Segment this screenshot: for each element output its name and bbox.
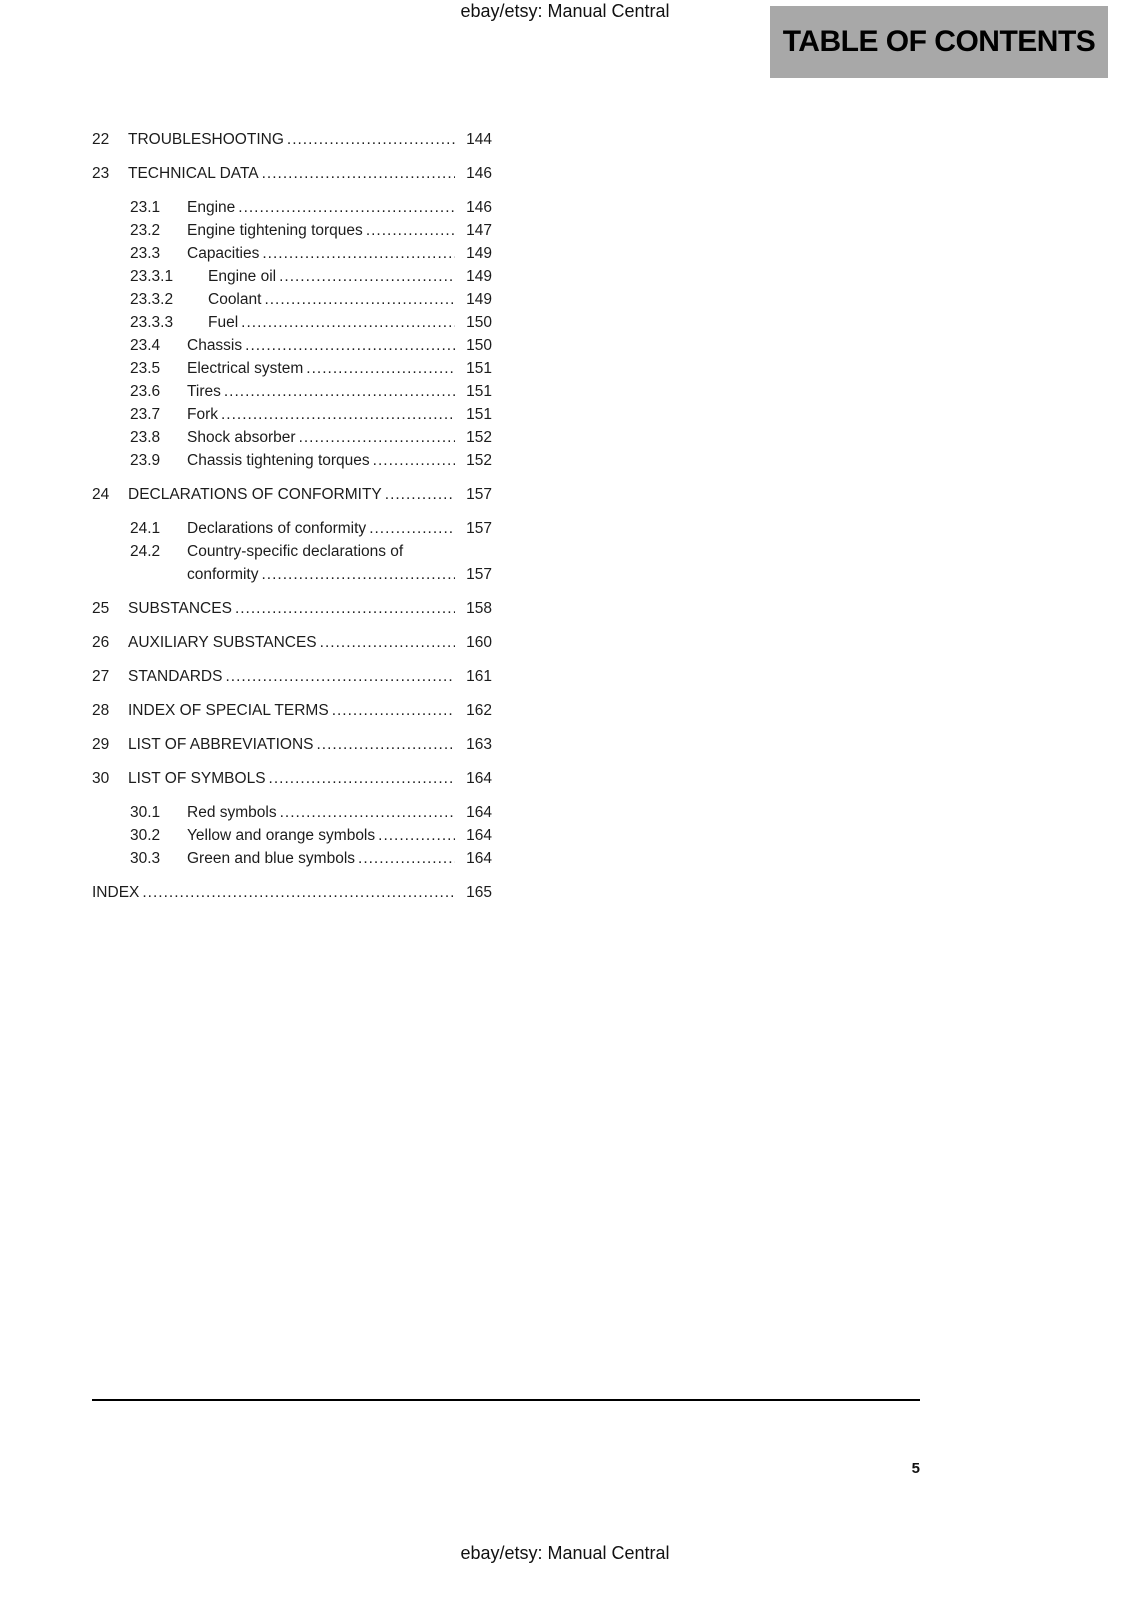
toc-entry-number: 23.3 bbox=[130, 245, 161, 262]
toc-entry bbox=[92, 824, 492, 847]
toc-entry-number: 30.3 bbox=[130, 850, 161, 867]
toc-entry-number: 23.5 bbox=[130, 360, 161, 377]
toc-entry-number: 29 bbox=[92, 736, 110, 753]
toc-entry-number: 23.6 bbox=[130, 383, 161, 400]
toc-entry-number: 23.3.3 bbox=[130, 314, 174, 331]
toc-entry-title: TROUBLESHOOTING bbox=[128, 131, 284, 148]
toc-dot-leader bbox=[358, 847, 455, 870]
toc-dot-leader bbox=[320, 631, 455, 654]
toc-entry-number: 30.2 bbox=[130, 827, 161, 844]
toc-entry-number: 23.7 bbox=[130, 406, 161, 423]
toc-dot-leader bbox=[269, 767, 455, 790]
toc-entry-page: 162 bbox=[466, 702, 492, 719]
toc-entry-page: 157 bbox=[466, 486, 492, 503]
toc-entry-page: 146 bbox=[466, 165, 492, 182]
toc-entry bbox=[92, 540, 492, 563]
toc-entry-page: 157 bbox=[466, 520, 492, 537]
toc-entry-title: Fuel bbox=[208, 314, 239, 331]
toc-entry-title: Fork bbox=[187, 406, 218, 423]
toc-entry-number: 24.1 bbox=[130, 520, 161, 537]
toc-entry bbox=[92, 219, 492, 242]
toc-entry-title: Engine bbox=[187, 199, 236, 216]
toc-entry-title: Coolant bbox=[208, 291, 262, 308]
toc-entry-page: 149 bbox=[466, 245, 492, 262]
toc-entry bbox=[92, 631, 492, 654]
toc-dot-leader bbox=[262, 162, 455, 185]
toc-entry bbox=[92, 847, 492, 870]
toc-entry-title: SUBSTANCES bbox=[128, 600, 232, 617]
toc-dot-leader bbox=[366, 219, 455, 242]
toc-dot-leader bbox=[262, 563, 456, 586]
toc-entry-title: Electrical system bbox=[187, 360, 304, 377]
toc-entry bbox=[92, 162, 492, 185]
footer-divider bbox=[92, 1399, 920, 1401]
toc-entry-page: 164 bbox=[466, 804, 492, 821]
toc-dot-leader bbox=[235, 597, 455, 620]
toc-dot-leader bbox=[245, 334, 455, 357]
toc-entry-number: 24 bbox=[92, 486, 110, 503]
toc-entry-page: 151 bbox=[466, 383, 492, 400]
toc-dot-leader bbox=[241, 311, 455, 334]
toc-entry-title: Country-specific declarations of bbox=[187, 543, 404, 560]
toc-entry-page: 163 bbox=[466, 736, 492, 753]
toc-entry-number: 22 bbox=[92, 131, 110, 148]
toc-entry-number: 23.8 bbox=[130, 429, 161, 446]
toc-dot-leader bbox=[142, 881, 455, 904]
toc-entry-page: 149 bbox=[466, 268, 492, 285]
toc-entry bbox=[92, 665, 492, 688]
toc-entry-number: 30.1 bbox=[130, 804, 161, 821]
toc-entry-title: conformity bbox=[187, 566, 259, 583]
toc-entry-page: 150 bbox=[466, 314, 492, 331]
toc-entry-continuation bbox=[92, 563, 492, 586]
toc-entry-title: Yellow and orange symbols bbox=[187, 827, 376, 844]
toc-entry-number: 26 bbox=[92, 634, 110, 651]
toc-entry-page: 165 bbox=[466, 884, 492, 901]
toc-entry-title: TECHNICAL DATA bbox=[128, 165, 259, 182]
toc-dot-leader bbox=[316, 733, 455, 756]
table-of-contents bbox=[92, 128, 492, 904]
toc-entry-number: 23 bbox=[92, 165, 110, 182]
toc-entry bbox=[92, 597, 492, 620]
toc-entry-title: Chassis bbox=[187, 337, 243, 354]
toc-entry-title: DECLARATIONS OF CONFORMITY bbox=[128, 486, 382, 503]
toc-entry bbox=[92, 288, 492, 311]
toc-entry-page: 152 bbox=[466, 429, 492, 446]
toc-entry-page: 147 bbox=[466, 222, 492, 239]
toc-entry-page: 146 bbox=[466, 199, 492, 216]
toc-dot-leader bbox=[221, 403, 455, 426]
page-footer-title: ebay/etsy: Manual Central bbox=[460, 1543, 670, 1563]
toc-entry-title: Tires bbox=[187, 383, 221, 400]
toc-entry bbox=[92, 403, 492, 426]
toc-dot-leader bbox=[306, 357, 455, 380]
toc-entry bbox=[92, 449, 492, 472]
toc-entry bbox=[92, 311, 492, 334]
toc-entry-page: 150 bbox=[466, 337, 492, 354]
toc-entry-page: 152 bbox=[466, 452, 492, 469]
page-number: 5 bbox=[911, 1460, 920, 1477]
toc-entry bbox=[92, 483, 492, 506]
toc-entry-page: 161 bbox=[466, 668, 492, 685]
toc-entry-title: LIST OF SYMBOLS bbox=[128, 770, 266, 787]
toc-entry-title: Engine tightening torques bbox=[187, 222, 363, 239]
toc-dot-leader bbox=[280, 801, 455, 824]
toc-entry-number: 30 bbox=[92, 770, 110, 787]
toc-entry-title: LIST OF ABBREVIATIONS bbox=[128, 736, 314, 753]
toc-entry-page: 149 bbox=[466, 291, 492, 308]
toc-entry bbox=[92, 517, 492, 540]
toc-entry-number: 23.3.2 bbox=[130, 291, 174, 308]
toc-dot-leader bbox=[369, 517, 455, 540]
toc-entry-number: 28 bbox=[92, 702, 110, 719]
toc-entry-number: 23.3.1 bbox=[130, 268, 174, 285]
toc-entry bbox=[92, 196, 492, 219]
toc-entry-number: 24.2 bbox=[130, 543, 161, 560]
toc-dot-leader bbox=[373, 449, 455, 472]
toc-entry bbox=[92, 334, 492, 357]
toc-entry bbox=[92, 242, 492, 265]
toc-entry bbox=[92, 733, 492, 756]
toc-dot-leader bbox=[238, 196, 455, 219]
toc-entry-title: Declarations of conformity bbox=[187, 520, 367, 537]
toc-entry-page: 164 bbox=[466, 827, 492, 844]
toc-dot-leader bbox=[279, 265, 455, 288]
toc-dot-leader bbox=[332, 699, 455, 722]
toc-entry-title: STANDARDS bbox=[128, 668, 223, 685]
toc-entry-number: 23.9 bbox=[130, 452, 161, 469]
toc-dot-leader bbox=[225, 665, 455, 688]
toc-entry-page: 160 bbox=[466, 634, 492, 651]
toc-entry bbox=[92, 801, 492, 824]
toc-dot-leader bbox=[385, 483, 455, 506]
toc-entry-title: Engine oil bbox=[208, 268, 277, 285]
toc-entry-number: 25 bbox=[92, 600, 110, 617]
table-of-contents-banner: TABLE OF CONTENTS bbox=[770, 6, 1108, 78]
toc-entry bbox=[92, 128, 492, 151]
toc-entry-number: 27 bbox=[92, 668, 110, 685]
toc-dot-leader bbox=[287, 128, 455, 151]
toc-entry-title: Chassis tightening torques bbox=[187, 452, 370, 469]
toc-entry-page: 151 bbox=[466, 406, 492, 423]
toc-entry-title: Red symbols bbox=[187, 804, 277, 821]
toc-entry-title: Shock absorber bbox=[187, 429, 296, 446]
toc-entry-page: 144 bbox=[466, 131, 492, 148]
toc-entry-page: 151 bbox=[466, 360, 492, 377]
toc-dot-leader bbox=[378, 824, 455, 847]
toc-entry bbox=[92, 265, 492, 288]
toc-entry-page: 158 bbox=[466, 600, 492, 617]
toc-entry bbox=[92, 357, 492, 380]
toc-entry bbox=[92, 699, 492, 722]
toc-entry bbox=[92, 767, 492, 790]
toc-entry bbox=[92, 380, 492, 403]
toc-entry-number: 23.2 bbox=[130, 222, 161, 239]
toc-entry-page: 164 bbox=[466, 770, 492, 787]
toc-entry-title: Green and blue symbols bbox=[187, 850, 356, 867]
toc-entry-page: 157 bbox=[466, 566, 492, 583]
toc-dot-leader bbox=[299, 426, 455, 449]
toc-entry-number: 23.1 bbox=[130, 199, 161, 216]
toc-dot-leader bbox=[224, 380, 455, 403]
toc-entry-title: INDEX OF SPECIAL TERMS bbox=[128, 702, 329, 719]
toc-entry bbox=[92, 881, 492, 904]
page-header-title: ebay/etsy: Manual Central bbox=[460, 1, 670, 21]
toc-dot-leader bbox=[262, 242, 455, 265]
toc-entry-title: AUXILIARY SUBSTANCES bbox=[128, 634, 317, 651]
toc-entry-title: Capacities bbox=[187, 245, 260, 262]
toc-entry-number: 23.4 bbox=[130, 337, 161, 354]
toc-dot-leader bbox=[264, 288, 455, 311]
toc-entry bbox=[92, 426, 492, 449]
toc-entry-page: 164 bbox=[466, 850, 492, 867]
toc-entry-title: INDEX bbox=[92, 884, 140, 901]
